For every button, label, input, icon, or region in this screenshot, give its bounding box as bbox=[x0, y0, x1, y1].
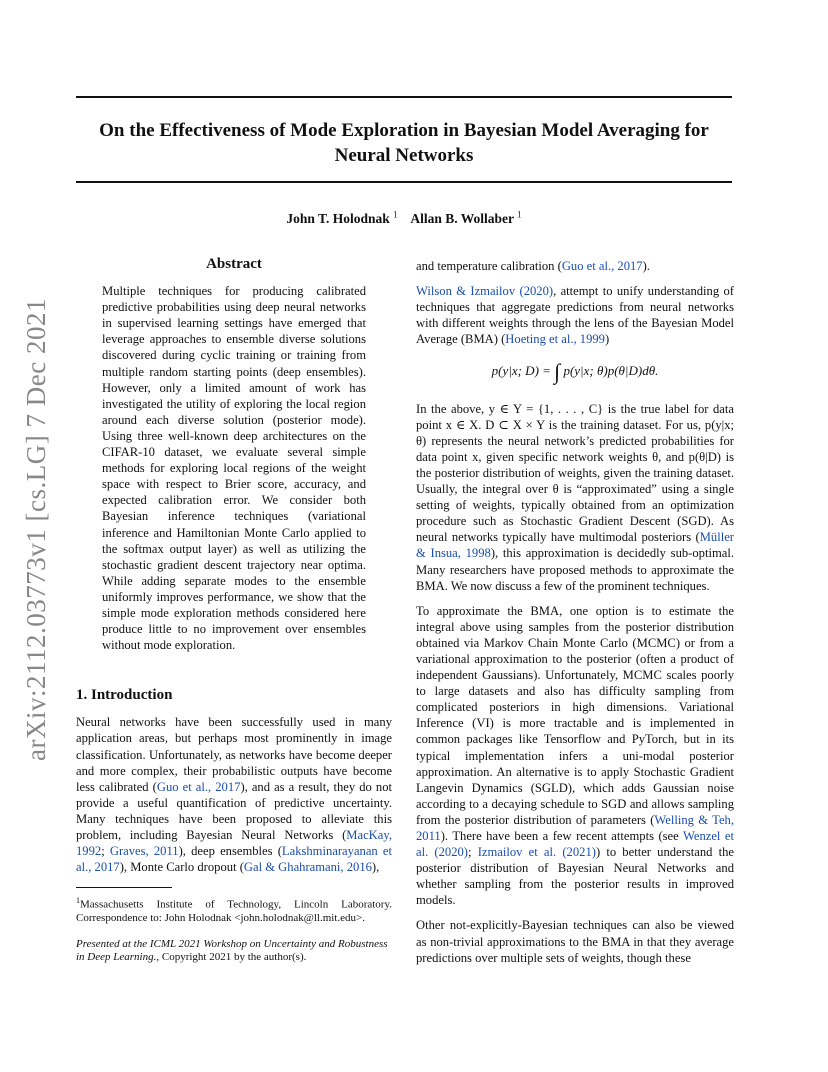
citation-link[interactable]: Guo et al., 2017 bbox=[561, 259, 643, 273]
title-top-rule bbox=[76, 96, 732, 98]
arxiv-identifier-watermark: arXiv:2112.03773v1 [cs.LG] 7 Dec 2021 bbox=[20, 297, 51, 761]
citation-link[interactable]: Welling & Teh, 2011 bbox=[416, 812, 734, 843]
body-paragraph: and temperature calibration (Guo et al., 2017). bbox=[416, 259, 650, 273]
section-heading-introduction: 1. Introduction bbox=[76, 687, 173, 704]
citation-link[interactable]: Wilson & Izmailov (2020) bbox=[416, 284, 554, 299]
title-bottom-rule bbox=[76, 181, 732, 183]
paper-title: On the Effectiveness of Mode Exploration in Bayesian Model Averaging for Neural Networks bbox=[99, 120, 709, 166]
abstract-text: Multiple techniques for producing calibrated predictive probabilities using deep neural networks in supervised learning settings have emerged that leverage approaches to ensemble diverse solutions discovered during cyclic training or training from multiple random starting points (deep ensembles). However, only a limited amount of work has investigated the utility of exploring the local region around each diverse solution (posterior mode). Using three well-known deep architectures on the CIFAR-10 dataset, we evaluate several simple methods for exploring local regions of the weight space with respect to Brier score, accuracy, and expected calibration error. We consider both Bayesian inference techniques (variational inference and Hamiltonian Monte Carlo applied to the softmax output layer) as well as utilizing the stochastic gradient descent trajectory near optima. While adding separate modes to the ensemble uniformly improves performance, we show that the simple mode exploration methods considered here produce little to no improvement over ensembles without mode exploration. bbox=[102, 284, 366, 653]
abstract-heading: Abstract bbox=[206, 256, 262, 272]
citation-link[interactable]: Lakshminarayanan et al., 2017 bbox=[76, 844, 392, 875]
citation-link[interactable]: MacKay, 1992 bbox=[76, 828, 392, 859]
author-list bbox=[76, 211, 732, 227]
citation-link[interactable]: Müller & Insua, 1998 bbox=[416, 530, 734, 561]
citation-link[interactable]: Gal & Ghahramani, 2016 bbox=[243, 860, 372, 875]
body-paragraph: Wilson & Izmailov (2020), attempt to unify understanding of techniques that aggregate predictions from neural networks with different weights through the lens of the Bayesian Model Average (BMA) (Hoeting et al., 1999) bbox=[416, 284, 734, 347]
citation-link[interactable]: Graves, 2011 bbox=[109, 844, 179, 859]
citation-link[interactable]: Izmailov et al. (2021) bbox=[477, 845, 596, 860]
citation-link[interactable]: Guo et al., 2017 bbox=[156, 779, 241, 794]
footnote-rule bbox=[76, 887, 172, 888]
body-paragraph: To approximate the BMA, one option is to estimate the integral above using samples from the posterior distribution obtained via Markov Chain Monte Carlo (MCMC) or from a variational approximation to the posterior (often a product of independent Gaussians). Unfortunately, MCMC scales poorly to large datasets and also has difficulty sampling from complicated posteriors in high dimensions. Variational Inference (VI) is more tractable and is implemented in common packages like Tensorflow and PyTorch, but in its typical implementation infers a uni-modal posterior approximation. An alternative is to apply Stochastic Gradient Langevin Dynamics (SGLD), which adds Gaussian noise according to a decaying schedule to SGD and allows sampling from the posterior distribution of parameters (Welling & Teh, 2011). There have been a few recent attempts (see Wenzel et al. (2020); Izmailov et al. (2021)) to better understand the posterior distribution of Bayesian Neural Networks and whether sampling from the posterior results in improved models. bbox=[416, 603, 734, 908]
author-name: John T. Holodnak bbox=[286, 211, 390, 226]
author-affiliation-mark: 1 bbox=[517, 209, 522, 220]
citation-link[interactable]: Wenzel et al. (2020) bbox=[416, 829, 734, 860]
affiliation-footnote: $^1$Massachusetts Institute of Technology, Lincoln Laboratory. Correspondence to: John Holodnak <john.holodnak@ll.mit.edu>. bbox=[76, 896, 392, 925]
citation-link[interactable]: Hoeting et al., 1999 bbox=[505, 332, 605, 347]
left-column bbox=[76, 256, 392, 965]
body-paragraph: In the above, y ∈ Y = {1, . . . , C} is the true label for data point x ∈ X. D ⊂ X × Y is the training dataset. For us, p(y|x; θ) represents the neural network’s predicted probabilities for data point x, given specific network weights θ, and p(θ|D) is the posterior distribution of weights, given the training dataset. Usually, the integral over θ is “approximated” using a single setting of weights, typically obtained from an optimization procedure such as Stochastic Gradient Descent (SGD). As neural networks typically have multimodal posteriors (Müller & Insua, 1998), this approximation is decidedly sub-optimal. Many researchers have proposed methods to approximate the BMA. We now discuss a few of the prominent techniques. bbox=[416, 401, 734, 593]
presented-at-note: Presented at the ICML 2021 Workshop on Uncertainty and Robustness in Deep Learning., Copyright 2021 by the author(s). bbox=[76, 937, 388, 964]
right-column bbox=[416, 258, 734, 975]
author-name: Allan B. Wollaber bbox=[410, 211, 514, 226]
author-affiliation-mark: 1 bbox=[393, 209, 398, 220]
body-paragraph: Other not-explicitly-Bayesian techniques can also be viewed as non-trivial approximations to the BMA in that they average predictions over multiple sets of weights, though these bbox=[416, 918, 734, 965]
bma-equation: p(y|x; D) = ∫ p(y|x; θ)p(θ|D)dθ. bbox=[491, 359, 659, 385]
intro-paragraph: Neural networks have been successfully used in many application areas, but perhaps most prominently in image classification. Unfortunately, as networks have become deeper and more complex, their probabilistic outputs have become less calibrated (Guo et al., 2017), and as a result, they do not provide a useful quantification of predictive uncertainty. Many techniques have been proposed to alleviate this problem, including Bayesian Neural Networks (MacKay, 1992; Graves, 2011), deep ensembles (Lakshminarayanan et al., 2017), Monte Carlo dropout (Gal & Ghahramani, 2016), bbox=[76, 715, 393, 875]
